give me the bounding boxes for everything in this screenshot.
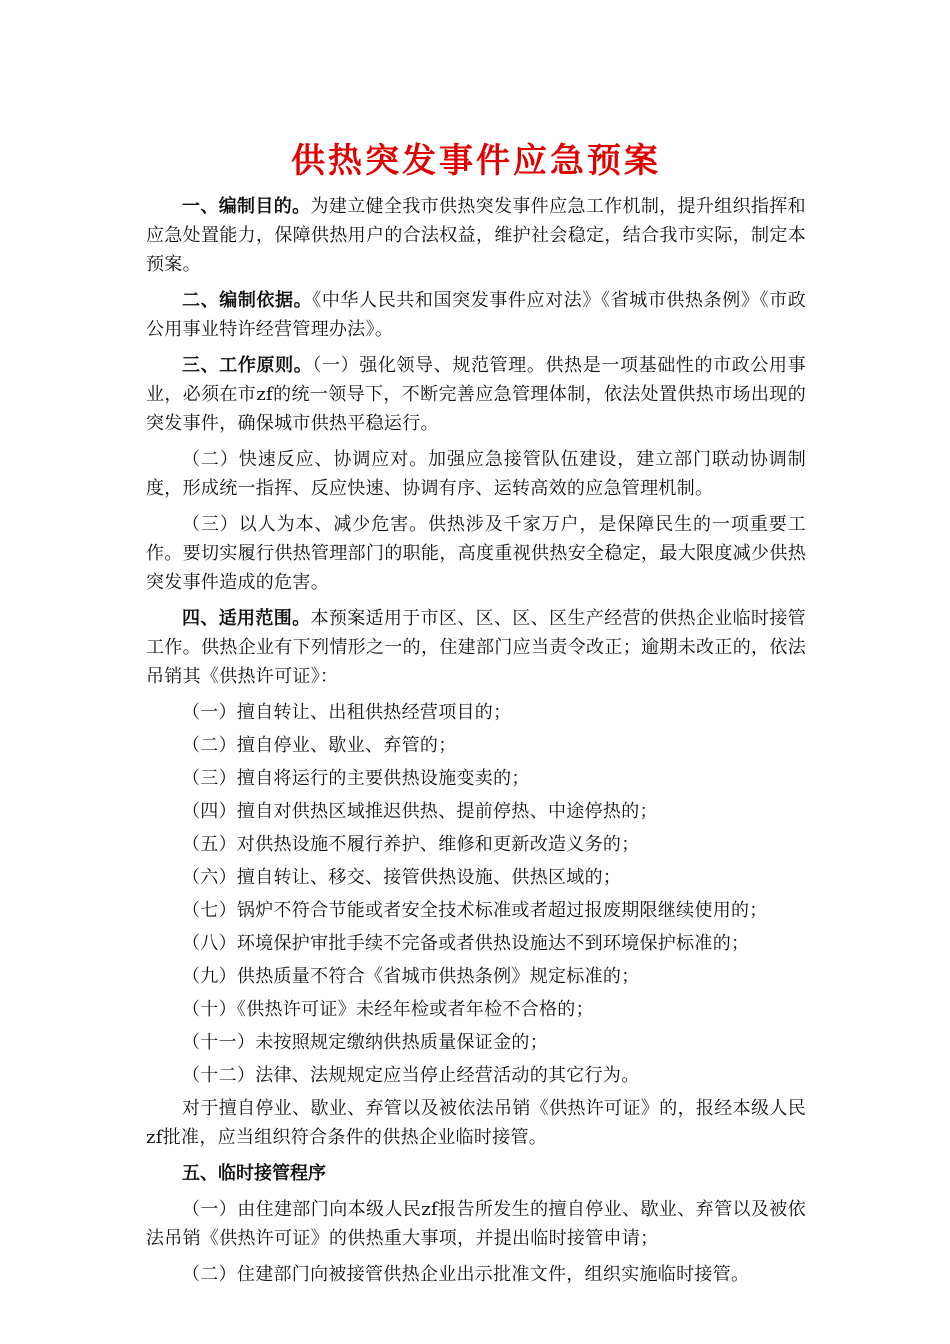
list-item: （八）环境保护审批手续不完备或者供热设施达不到环境保护标准的； bbox=[182, 933, 750, 954]
list-item: （三）擅自将运行的主要供热设施变卖的； bbox=[182, 768, 530, 789]
section-3-paragraph-1 bbox=[146, 351, 806, 438]
list-item: （十一）未按照规定缴纳供热质量保证金的； bbox=[182, 1032, 548, 1053]
document-page bbox=[146, 136, 806, 1296]
list-item: （十）《供热许可证》未经年检或者年检不合格的； bbox=[182, 999, 594, 1020]
section-4-paragraph bbox=[146, 604, 806, 691]
list-item: （一）擅自转让、出租供热经营项目的； bbox=[182, 702, 512, 723]
section-4-closing: 对于擅自停业、歇业、弃管以及被依法吊销《供热许可证》的，报经本级人民zf批准，应当组织符合条件的供热企业临时接管。 bbox=[146, 1098, 806, 1148]
list-item: （七）锅炉不符合节能或者安全技术标准或者超过报废期限继续使用的； bbox=[182, 900, 768, 921]
section-4-heading: 四、适用范围。 bbox=[182, 608, 311, 629]
section-4-text: 本预案适用于市区、区、区、区生产经营的供热企业临时接管工作。供热企业有下列情形之一的，住建部门应当责令改正；逾期未改正的，依法吊销其《供热许可证》： bbox=[146, 608, 806, 687]
list-item: （九）供热质量不符合《省城市供热条例》规定标准的； bbox=[182, 966, 640, 987]
list-item: （五）对供热设施不履行养护、维修和更新改造义务的； bbox=[182, 834, 640, 855]
section-5-paragraph-2: （二）住建部门向被接管供热企业出示批准文件，组织实施临时接管。 bbox=[182, 1264, 750, 1285]
section-3-paragraph-3: （三）以人为本、减少危害。供热涉及千家万户，是保障民生的一项重要工作。要切实履行供热管理部门的职能，高度重视供热安全稳定，最大限度减少供热突发事件造成的危害。 bbox=[146, 514, 806, 593]
list-item: （四）擅自对供热区域推迟供热、提前停热、中途停热的； bbox=[182, 801, 658, 822]
section-2-text: 《中华人民共和国突发事件应对法》《省城市供热条例》《市政公用事业特许经营管理办法》。 bbox=[146, 290, 806, 340]
section-3-text-1: （一）强化领导、规范管理。供热是一项基础性的市政公用事业，必须在市zf的统一领导下，不断完善应急管理体制，依法处置供热市场出现的突发事件，确保城市供热平稳运行。 bbox=[146, 355, 806, 434]
list-item: （六）擅自转让、移交、接管供热设施、供热区域的； bbox=[182, 867, 622, 888]
document-title: 供热突发事件应急预案 bbox=[291, 141, 661, 181]
section-2-heading: 二、编制依据。 bbox=[182, 290, 313, 311]
list-item: （二）擅自停业、歇业、弃管的； bbox=[182, 735, 457, 756]
section-3-heading: 三、工作原则。 bbox=[182, 355, 313, 376]
section-5-heading: 五、临时接管程序 bbox=[182, 1163, 326, 1184]
section-1-paragraph bbox=[146, 192, 806, 279]
list-item: （十二）法律、法规规定应当停止经营活动的其它行为。 bbox=[182, 1065, 640, 1086]
section-5-paragraph-1: （一）由住建部门向本级人民zf报告所发生的擅自停业、歇业、弃管以及被依法吊销《供热许可证》的供热重大事项，并提出临时接管申请； bbox=[146, 1199, 806, 1249]
section-1-text: 为建立健全我市供热突发事件应急工作机制，提升组织指挥和应急处置能力，保障供热用户的合法权益，维护社会稳定，结合我市实际，制定本预案。 bbox=[146, 196, 806, 275]
section-2-paragraph bbox=[146, 286, 806, 344]
section-1-heading: 一、编制目的。 bbox=[182, 196, 311, 217]
section-3-paragraph-2: （二）快速反应、协调应对。加强应急接管队伍建设，建立部门联动协调制度，形成统一指挥、反应快速、协调有序、运转高效的应急管理机制。 bbox=[146, 449, 806, 499]
